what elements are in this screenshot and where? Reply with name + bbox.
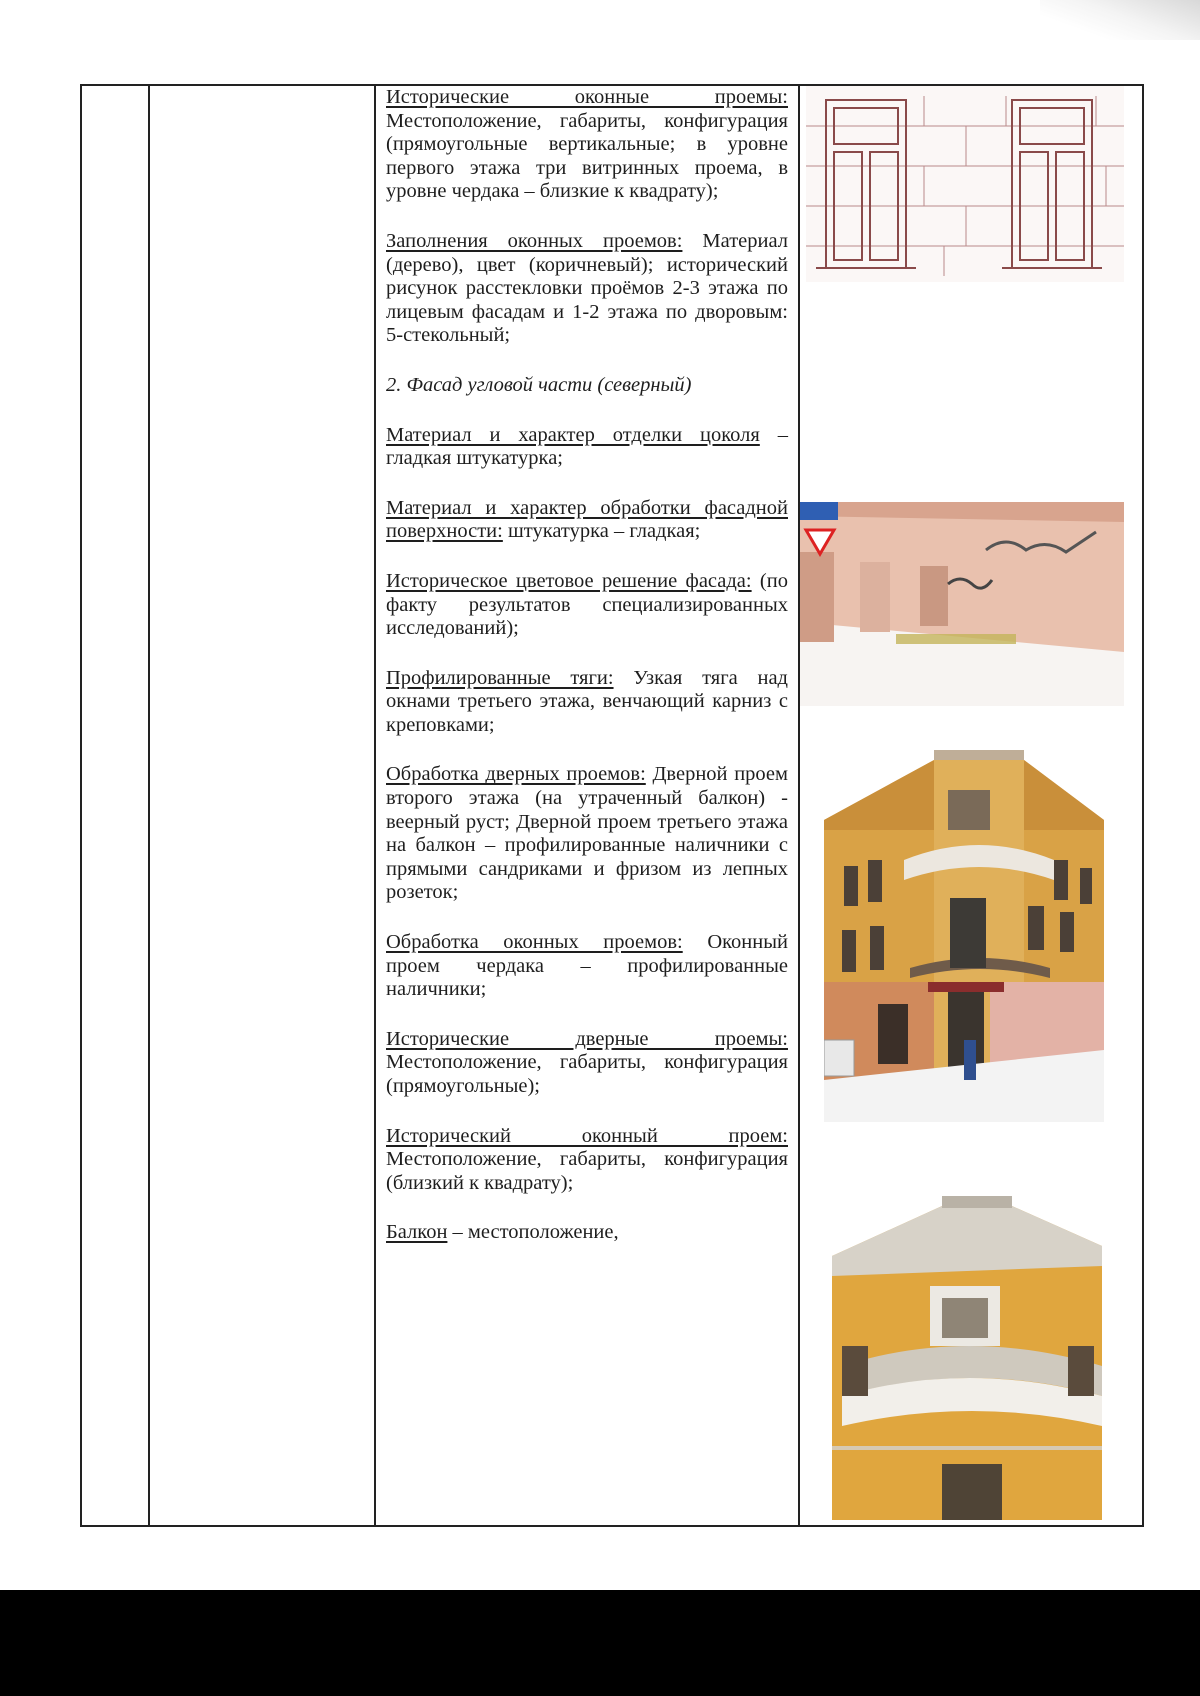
paragraph-heading: Обработка дверных проемов:: [386, 763, 646, 786]
paragraph-heading: Исторические оконные проемы:: [386, 86, 788, 108]
paragraph-text: Местоположение, габариты, конфигурация (прямоугольные вертикальные; в уровне первого этажа три витринных проема, в уровне чердака – близкие к квадрату);: [386, 109, 788, 203]
scan-bottom-bar: [0, 1590, 1200, 1696]
paragraph-heading: Материал и характер отделки цоколя: [386, 423, 760, 446]
paragraph-heading: Обработка оконных проемов:: [386, 931, 683, 954]
table-col-border-3: [374, 84, 376, 1527]
balcony-photo: [832, 1196, 1102, 1520]
paragraph-text: Дверной проем второго этажа (на утраченный балкон) - веерный руст; Дверной проем третьего этажа на балкон – профилированные наличники с прямыми сандриками и фризом из лепных розеток;: [386, 763, 788, 904]
paragraph: [386, 931, 788, 1002]
plinth-photo: [800, 502, 1124, 706]
paragraph-heading: Историческое цветовое решение фасада:: [386, 569, 752, 592]
paragraph: [386, 230, 788, 348]
table-bottom-border: [80, 1525, 1144, 1527]
paragraph-heading: Исторический оконный проем:: [386, 1124, 788, 1147]
paragraph-text: Узкая тяга над окнами третьего этажа, венчающий карниз с креповками;: [386, 666, 788, 736]
paragraph: [386, 667, 788, 738]
corner-facade-photo: [824, 750, 1104, 1122]
paragraph: [386, 86, 788, 204]
paragraph: [386, 424, 788, 471]
paragraph-heading: Балкон: [386, 1221, 448, 1244]
paragraph-text: штукатурка – гладкая;: [502, 520, 701, 543]
table-col-border-1: [80, 84, 82, 1527]
paragraph-heading: Исторические дверные проемы:: [386, 1027, 788, 1050]
paragraph: [386, 763, 788, 905]
paragraph: [386, 497, 788, 544]
description-column: [386, 86, 788, 1245]
section-heading: 2. Фасад угловой части (северный): [386, 373, 692, 396]
table-col-border-2: [148, 84, 150, 1527]
paragraph-text: (по факту результатов специализированных исследований);: [386, 569, 788, 640]
paragraph-heading: Материал и характер обработки фасадной поверхности:: [386, 496, 788, 543]
paragraph-heading: Профилированные тяги:: [386, 666, 614, 689]
paragraph-text: Материал (дерево), цвет (коричневый); исторический рисунок расстекловки проёмов 2-3 этажа по лицевым фасадам и 1-2 этажа по дворовым: 5-стекольный;: [386, 229, 788, 347]
paragraph-text: Оконный проем чердака – профилированные наличники;: [386, 931, 788, 1001]
paragraph-heading: Заполнения оконных проемов:: [386, 229, 683, 252]
paragraph-text: Местоположение, габариты, конфигурация (прямоугольные);: [386, 1051, 788, 1097]
table-col-border-4: [798, 84, 800, 1527]
window-elevation-drawing: [806, 86, 1124, 282]
paragraph-text: – гладкая штукатурка;: [386, 423, 789, 470]
paragraph-text: Местоположение, габариты, конфигурация (близкий к квадрату);: [386, 1148, 788, 1194]
scan-shadow: [1040, 0, 1200, 40]
table-col-border-5: [1142, 84, 1144, 1527]
paragraph: [386, 1125, 788, 1196]
paragraph: [386, 1028, 788, 1099]
paragraph: [386, 1221, 788, 1245]
paragraph-text: – местоположение,: [447, 1221, 619, 1244]
paragraph: [386, 570, 788, 641]
